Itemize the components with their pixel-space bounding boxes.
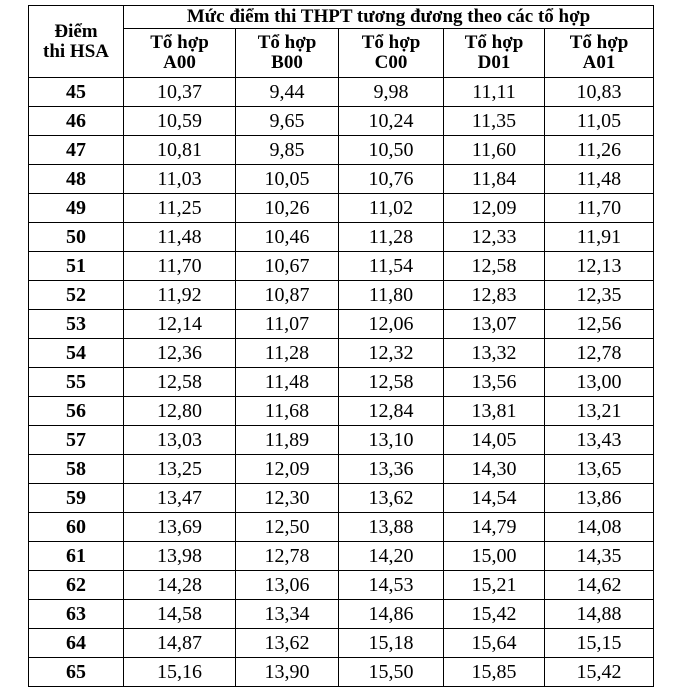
b00-score-cell: 12,09 (236, 455, 339, 484)
c00-score-cell: 10,24 (339, 107, 444, 136)
a01-score-cell: 10,83 (545, 78, 654, 107)
b00-score-cell: 13,06 (236, 571, 339, 600)
table-row (29, 397, 654, 426)
b00-score-cell: 10,05 (236, 165, 339, 194)
c00-score-cell: 14,53 (339, 571, 444, 600)
b00-score-cell: 13,34 (236, 600, 339, 629)
table-row (29, 252, 654, 281)
c00-score-cell: 11,02 (339, 194, 444, 223)
hsa-score-cell: 47 (29, 136, 124, 165)
score-conversion-table (28, 5, 654, 687)
d01-score-cell: 11,11 (444, 78, 545, 107)
d01-score-cell: 15,85 (444, 658, 545, 687)
d01-score-cell: 11,60 (444, 136, 545, 165)
c00-score-cell: 11,80 (339, 281, 444, 310)
b00-score-cell: 11,07 (236, 310, 339, 339)
a00-score-cell: 10,81 (124, 136, 236, 165)
b00-score-cell: 12,30 (236, 484, 339, 513)
a00-score-cell: 10,37 (124, 78, 236, 107)
c00-score-cell: 14,86 (339, 600, 444, 629)
c00-score-cell: 13,36 (339, 455, 444, 484)
d01-score-cell: 15,21 (444, 571, 545, 600)
a01-score-cell: 12,56 (545, 310, 654, 339)
a01-score-cell: 11,48 (545, 165, 654, 194)
a01-score-cell: 11,91 (545, 223, 654, 252)
a00-score-cell: 14,28 (124, 571, 236, 600)
c00-score-cell: 9,98 (339, 78, 444, 107)
a00-score-cell: 12,14 (124, 310, 236, 339)
b00-score-cell: 9,85 (236, 136, 339, 165)
b00-score-cell: 12,50 (236, 513, 339, 542)
hsa-score-cell: 54 (29, 339, 124, 368)
table-row (29, 426, 654, 455)
a01-score-cell: 13,00 (545, 368, 654, 397)
table-row (29, 658, 654, 687)
hsa-score-cell: 64 (29, 629, 124, 658)
c00-score-cell: 12,84 (339, 397, 444, 426)
group-header-code: A01 (582, 52, 616, 73)
group-header-b00 (236, 29, 339, 78)
group-header-a00 (124, 29, 236, 78)
table-row (29, 310, 654, 339)
c00-score-cell: 11,28 (339, 223, 444, 252)
a01-score-cell: 14,08 (545, 513, 654, 542)
a01-score-cell: 13,86 (545, 484, 654, 513)
table-row (29, 194, 654, 223)
a01-score-cell: 12,13 (545, 252, 654, 281)
a00-score-cell: 11,03 (124, 165, 236, 194)
hsa-score-cell: 59 (29, 484, 124, 513)
group-header-d01 (444, 29, 545, 78)
table-row (29, 629, 654, 658)
d01-score-cell: 13,56 (444, 368, 545, 397)
b00-score-cell: 10,46 (236, 223, 339, 252)
table-row (29, 513, 654, 542)
a01-score-cell: 13,21 (545, 397, 654, 426)
hsa-score-cell: 49 (29, 194, 124, 223)
d01-score-cell: 14,54 (444, 484, 545, 513)
hsa-score-cell: 63 (29, 600, 124, 629)
d01-score-cell: 11,84 (444, 165, 545, 194)
a01-score-cell: 13,65 (545, 455, 654, 484)
d01-score-cell: 15,00 (444, 542, 545, 571)
a00-score-cell: 10,59 (124, 107, 236, 136)
hsa-score-cell: 62 (29, 571, 124, 600)
a00-score-cell: 11,92 (124, 281, 236, 310)
table-row (29, 78, 654, 107)
b00-score-cell: 11,89 (236, 426, 339, 455)
group-header-code: C00 (374, 52, 408, 73)
table-row (29, 136, 654, 165)
table-row (29, 571, 654, 600)
d01-score-cell: 13,32 (444, 339, 545, 368)
c00-score-cell: 12,06 (339, 310, 444, 339)
table-row (29, 281, 654, 310)
d01-score-cell: 14,30 (444, 455, 545, 484)
d01-score-cell: 12,83 (444, 281, 545, 310)
b00-score-cell: 11,28 (236, 339, 339, 368)
hsa-score-cell: 57 (29, 426, 124, 455)
a00-score-cell: 11,25 (124, 194, 236, 223)
a00-score-cell: 12,36 (124, 339, 236, 368)
c00-score-cell: 13,88 (339, 513, 444, 542)
c00-score-cell: 14,20 (339, 542, 444, 571)
hsa-score-cell: 50 (29, 223, 124, 252)
d01-score-cell: 14,05 (444, 426, 545, 455)
hsa-score-cell: 45 (29, 78, 124, 107)
group-title-header: Mức điểm thi THPT tương đương theo các tổ hợp (124, 6, 654, 29)
d01-score-cell: 12,58 (444, 252, 545, 281)
a00-score-cell: 11,48 (124, 223, 236, 252)
hsa-score-cell: 55 (29, 368, 124, 397)
group-header-code: D01 (477, 52, 511, 73)
a00-score-cell: 11,70 (124, 252, 236, 281)
table-row (29, 339, 654, 368)
b00-score-cell: 13,90 (236, 658, 339, 687)
b00-score-cell: 12,78 (236, 542, 339, 571)
d01-score-cell: 11,35 (444, 107, 545, 136)
b00-score-cell: 10,26 (236, 194, 339, 223)
group-header-label: Tổ hợp (257, 32, 317, 53)
c00-score-cell: 15,18 (339, 629, 444, 658)
d01-score-cell: 15,64 (444, 629, 545, 658)
c00-score-cell: 10,76 (339, 165, 444, 194)
d01-score-cell: 13,81 (444, 397, 545, 426)
b00-score-cell: 13,62 (236, 629, 339, 658)
table-row (29, 600, 654, 629)
hsa-score-cell: 53 (29, 310, 124, 339)
d01-score-cell: 12,33 (444, 223, 545, 252)
table-row (29, 542, 654, 571)
b00-score-cell: 11,68 (236, 397, 339, 426)
d01-score-cell: 14,79 (444, 513, 545, 542)
a01-score-cell: 12,35 (545, 281, 654, 310)
a01-score-cell: 14,35 (545, 542, 654, 571)
c00-score-cell: 15,50 (339, 658, 444, 687)
a01-score-cell: 11,26 (545, 136, 654, 165)
b00-score-cell: 10,67 (236, 252, 339, 281)
a00-score-cell: 13,25 (124, 455, 236, 484)
group-header-c00 (339, 29, 444, 78)
c00-score-cell: 12,32 (339, 339, 444, 368)
hsa-score-cell: 51 (29, 252, 124, 281)
a00-score-cell: 12,80 (124, 397, 236, 426)
hsa-score-cell: 65 (29, 658, 124, 687)
b00-score-cell: 10,87 (236, 281, 339, 310)
table-row (29, 484, 654, 513)
a00-score-cell: 14,87 (124, 629, 236, 658)
group-header-a01 (545, 29, 654, 78)
c00-score-cell: 11,54 (339, 252, 444, 281)
hsa-score-cell: 46 (29, 107, 124, 136)
a01-score-cell: 12,78 (545, 339, 654, 368)
table-row (29, 223, 654, 252)
hsa-header-line1: Điểm (54, 20, 98, 42)
b00-score-cell: 11,48 (236, 368, 339, 397)
group-header-code: B00 (271, 52, 303, 73)
group-header-label: Tổ hợp (361, 32, 421, 53)
d01-score-cell: 13,07 (444, 310, 545, 339)
b00-score-cell: 9,44 (236, 78, 339, 107)
group-header-code: A00 (163, 52, 196, 73)
a01-score-cell: 14,62 (545, 571, 654, 600)
a01-score-cell: 11,70 (545, 194, 654, 223)
a01-score-cell: 15,42 (545, 658, 654, 687)
a01-score-cell: 13,43 (545, 426, 654, 455)
d01-score-cell: 15,42 (444, 600, 545, 629)
a00-score-cell: 13,47 (124, 484, 236, 513)
b00-score-cell: 9,65 (236, 107, 339, 136)
c00-score-cell: 13,10 (339, 426, 444, 455)
table-body (29, 78, 654, 687)
a00-score-cell: 13,98 (124, 542, 236, 571)
hsa-score-cell: 56 (29, 397, 124, 426)
table-row (29, 165, 654, 194)
hsa-score-header (29, 6, 124, 78)
c00-score-cell: 13,62 (339, 484, 444, 513)
c00-score-cell: 10,50 (339, 136, 444, 165)
a00-score-cell: 12,58 (124, 368, 236, 397)
d01-score-cell: 12,09 (444, 194, 545, 223)
hsa-score-cell: 58 (29, 455, 124, 484)
a01-score-cell: 14,88 (545, 600, 654, 629)
table-row (29, 455, 654, 484)
a00-score-cell: 13,03 (124, 426, 236, 455)
table-row (29, 368, 654, 397)
a00-score-cell: 15,16 (124, 658, 236, 687)
table-row (29, 107, 654, 136)
group-header-label: Tổ hợp (569, 32, 629, 53)
group-header-label: Tổ hợp (464, 32, 524, 53)
hsa-score-cell: 61 (29, 542, 124, 571)
hsa-score-cell: 48 (29, 165, 124, 194)
a00-score-cell: 14,58 (124, 600, 236, 629)
a01-score-cell: 15,15 (545, 629, 654, 658)
a00-score-cell: 13,69 (124, 513, 236, 542)
group-header-label: Tổ hợp (150, 32, 209, 53)
a01-score-cell: 11,05 (545, 107, 654, 136)
hsa-score-cell: 52 (29, 281, 124, 310)
hsa-score-cell: 60 (29, 513, 124, 542)
hsa-header-line2: thi HSA (43, 40, 109, 62)
c00-score-cell: 12,58 (339, 368, 444, 397)
